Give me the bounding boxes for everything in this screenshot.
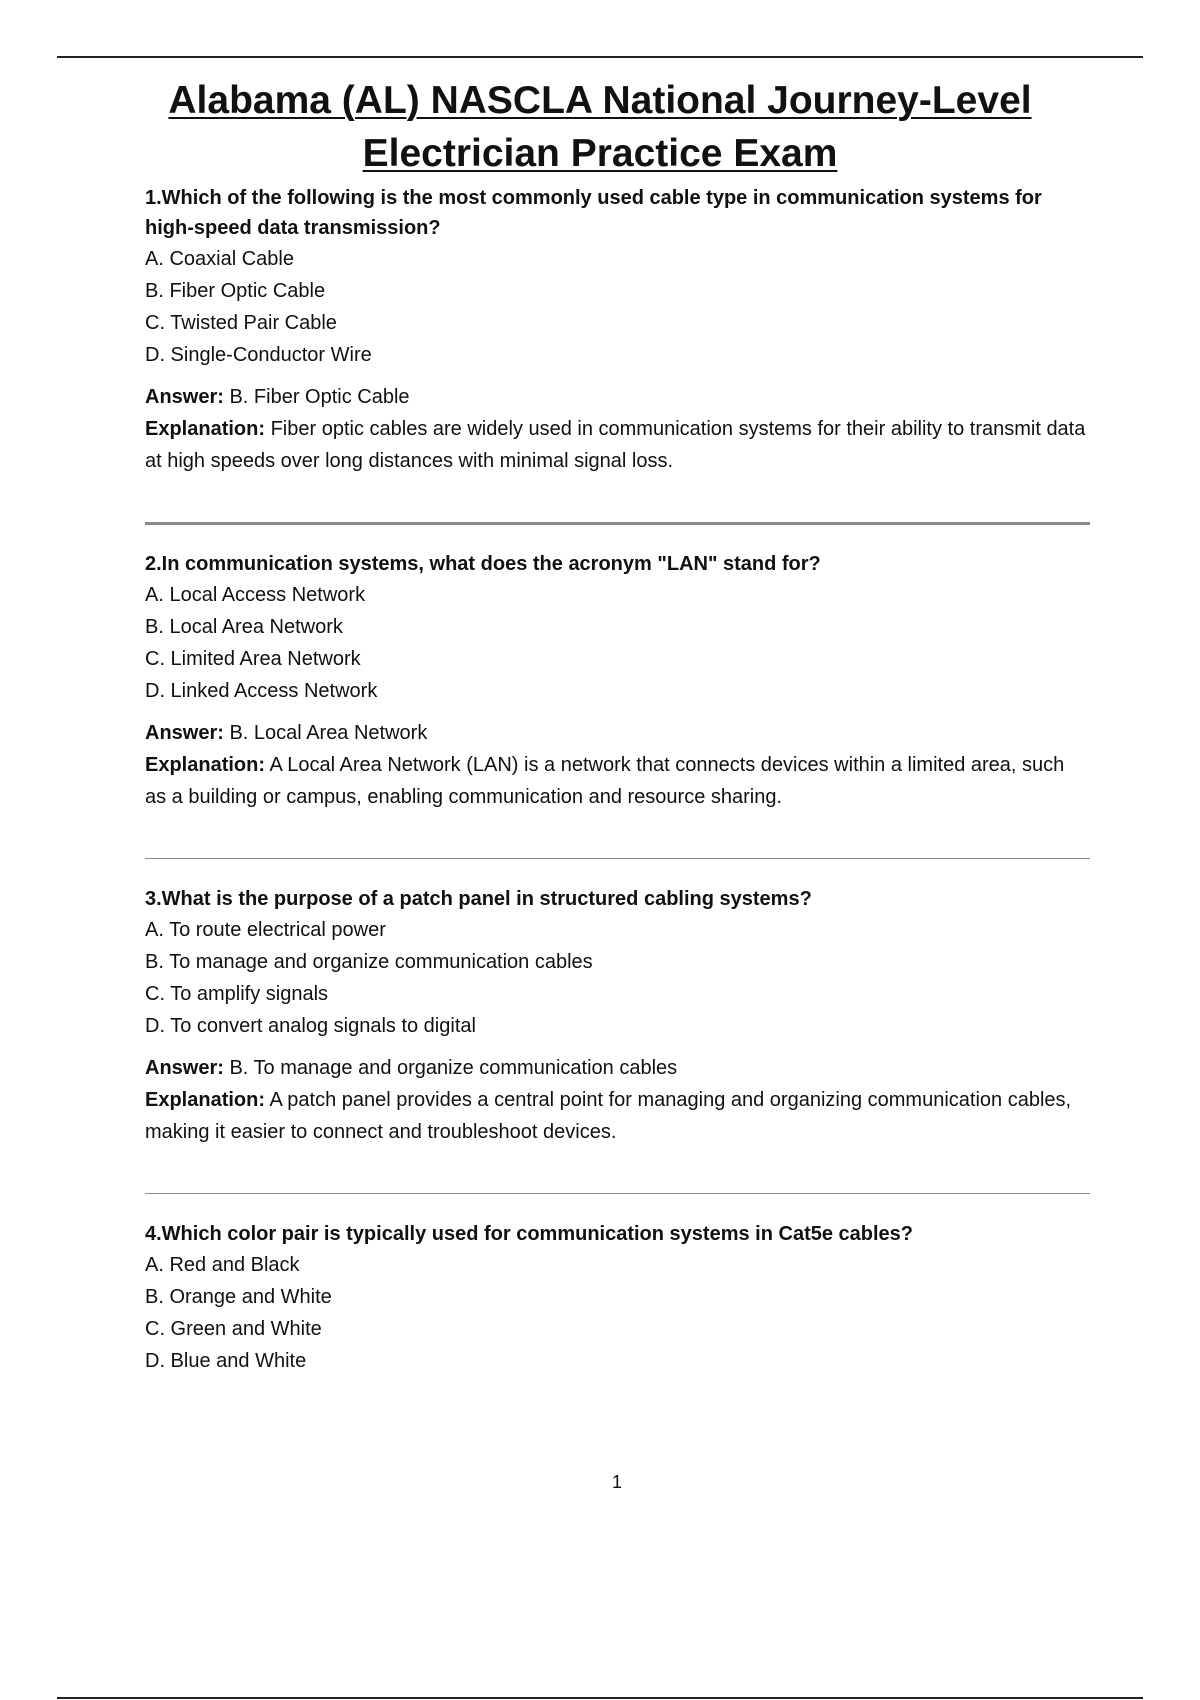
question-text: 2.In communication systems, what does the acronym "LAN" stand for? <box>145 553 821 575</box>
answer-option: C. Twisted Pair Cable <box>145 312 337 334</box>
answer-value: B. To manage and organize communication cables <box>229 1057 678 1079</box>
answer-option: D. Blue and White <box>145 1350 307 1372</box>
question-text: 1.Which of the following is the most commonly used cable type in communication systems for high-speed data transmission? <box>145 187 1042 239</box>
answer-option: A. Local Access Network <box>145 584 366 606</box>
answer-label: Answer: <box>145 1057 224 1079</box>
answer-option: D. Linked Access Network <box>145 680 378 702</box>
bottom-rule <box>57 1697 1143 1699</box>
answer-option: C. Green and White <box>145 1318 322 1340</box>
explanation-text: A patch panel provides a central point for managing and organizing communication cables, making it easier to connect and troubleshoot devices. <box>145 1089 1072 1143</box>
answer-option: A. Coaxial Cable <box>145 248 294 270</box>
explanation <box>145 413 1090 477</box>
top-rule <box>57 56 1143 58</box>
page-number: 1 <box>611 1472 622 1492</box>
answer-option: A. Red and Black <box>145 1254 300 1276</box>
answer-option: B. Fiber Optic Cable <box>145 280 326 302</box>
question-text: 4.Which color pair is typically used for communication systems in Cat5e cables? <box>145 1223 914 1245</box>
answer-line <box>145 381 1090 413</box>
answer-option: D. Single-Conductor Wire <box>145 344 372 366</box>
answer-option: C. To amplify signals <box>145 983 329 1005</box>
question-divider <box>145 522 1090 525</box>
answer-option: A. To route electrical power <box>145 919 386 941</box>
answer-option: B. To manage and organize communication cables <box>145 951 593 973</box>
question-block-1 <box>145 183 1090 477</box>
explanation-label: Explanation: <box>145 754 266 776</box>
explanation-label: Explanation: <box>145 1089 266 1111</box>
explanation-text: Fiber optic cables are widely used in communication systems for their ability to transmit data at high speeds over long distances with minimal signal loss. <box>145 418 1086 472</box>
answer-line <box>145 717 1090 749</box>
question-block-3 <box>145 884 1090 1148</box>
question-text: 3.What is the purpose of a patch panel in structured cabling systems? <box>145 888 812 910</box>
answer-value: B. Fiber Optic Cable <box>229 386 410 408</box>
answer-option: B. Local Area Network <box>145 616 343 638</box>
explanation-text: A Local Area Network (LAN) is a network that connects devices within a limited area, such as a building or campus, enabling communication and resource sharing. <box>145 754 1065 808</box>
answer-option: C. Limited Area Network <box>145 648 361 670</box>
explanation <box>145 1084 1090 1148</box>
answer-option: B. Orange and White <box>145 1286 332 1308</box>
answer-option: D. To convert analog signals to digital <box>145 1015 476 1037</box>
question-block-2 <box>145 549 1090 813</box>
answer-label: Answer: <box>145 386 224 408</box>
explanation-label: Explanation: <box>145 418 266 440</box>
answer-value: B. Local Area Network <box>229 722 428 744</box>
page-title: Alabama (AL) NASCLA National Journey-Level Electrician Practice Exam <box>168 79 1032 175</box>
question-divider <box>145 1193 1090 1194</box>
answer-label: Answer: <box>145 722 224 744</box>
answer-line <box>145 1052 1090 1084</box>
explanation <box>145 749 1090 813</box>
question-block-4 <box>145 1219 1090 1377</box>
question-divider <box>145 858 1090 859</box>
